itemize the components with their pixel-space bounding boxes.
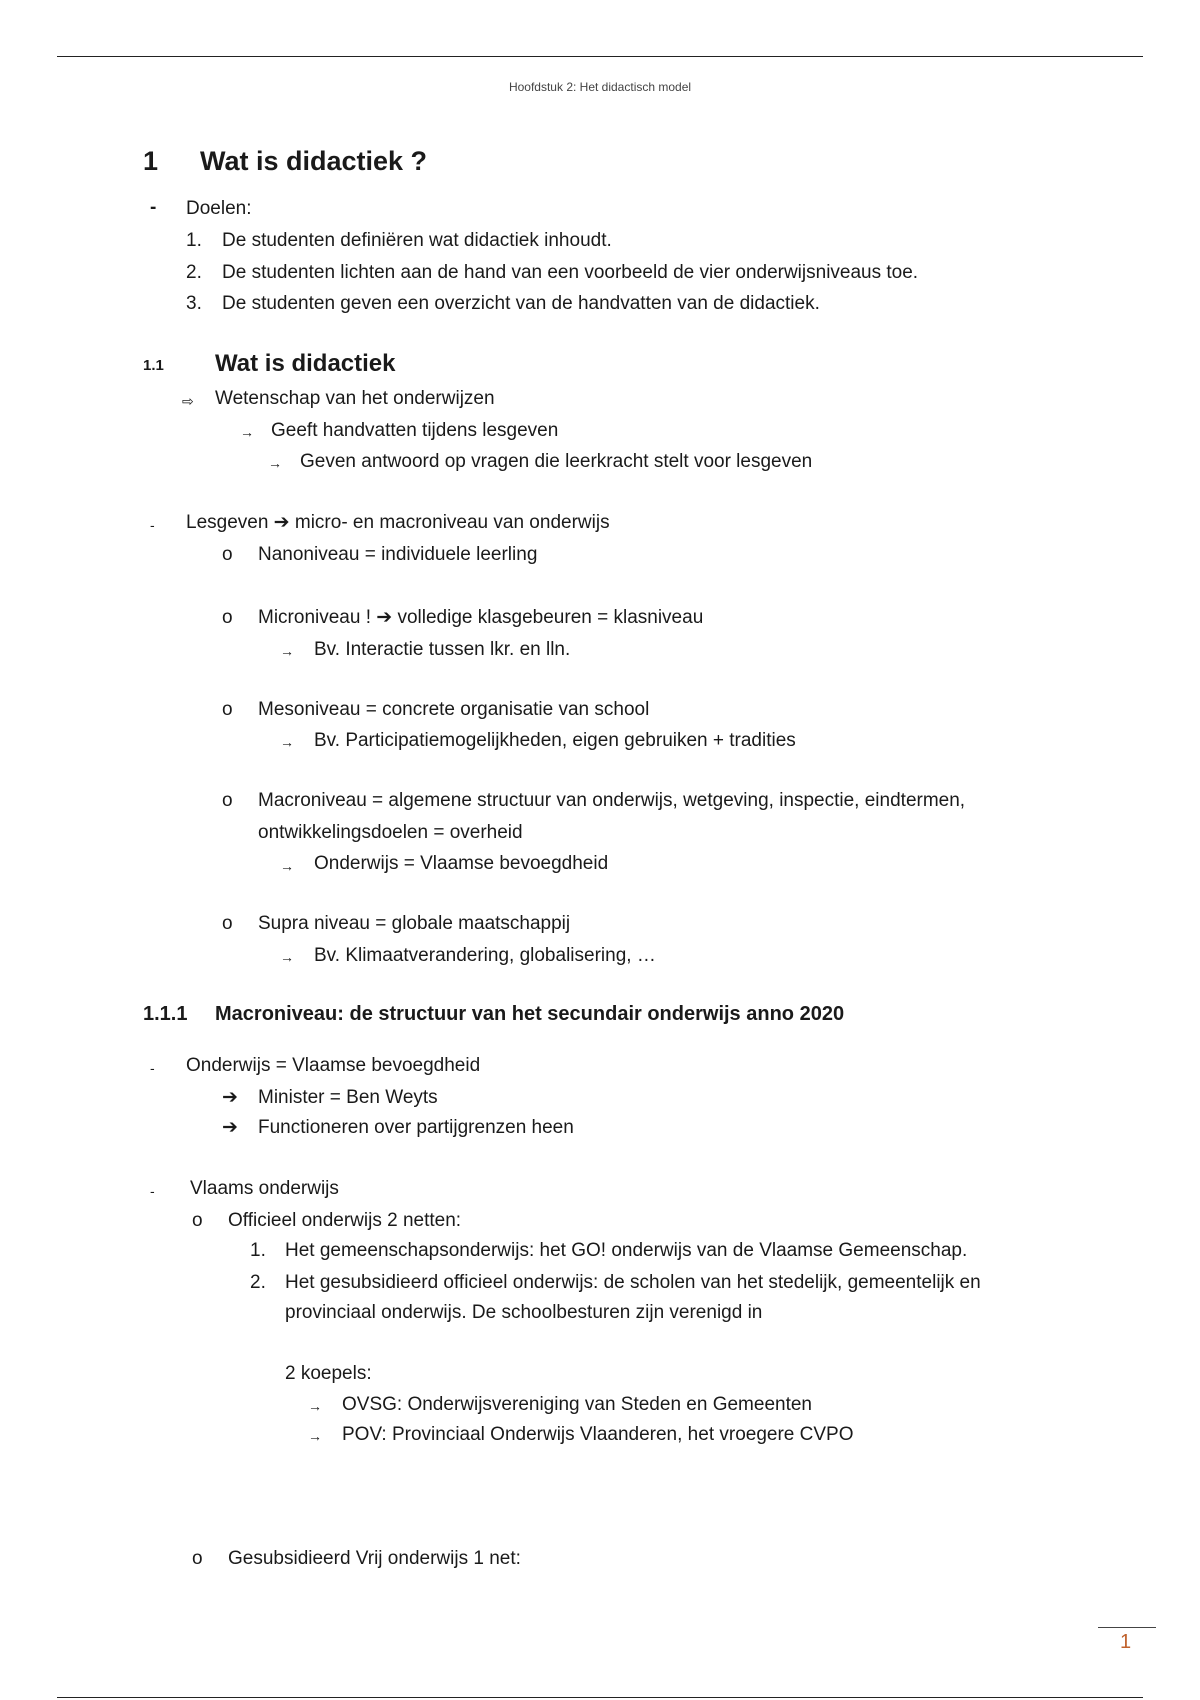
dash-bullet: - [150,517,155,533]
structure-minister: Minister = Ben Weyts [258,1087,438,1108]
running-header: Hoofdstuk 2: Het didactisch model [508,80,692,94]
arrow-icon: → [280,858,294,874]
level-meso-example: Bv. Participatiemogelijkheden, eigen gebruiken + tradities [314,730,796,751]
arrow-icon: → [268,455,282,471]
heading1-title: Wat is didactiek ? [200,146,428,176]
page-number: 1 [1120,1631,1132,1653]
goal-item: De studenten lichten aan de hand van een voorbeeld de vier onderwijsniveaus toe. [222,262,919,283]
official-number-2: 2. [250,1272,266,1293]
structure-function: Functioneren over partijgrenzen heen [258,1117,574,1138]
heading1-number: 1 [143,146,159,176]
arrow-icon: → [280,949,294,965]
dash-bullet: - [150,1060,155,1076]
goal-number-1: 1. [186,230,202,251]
goals-label: Doelen: [186,198,252,219]
heading2-title: Wat is didactiek [215,350,396,377]
circle-bullet: o [222,607,233,628]
level-macro-line2: ontwikkelingsdoelen = overheid [258,822,523,843]
heading3-number: 1.1.1 [143,1003,188,1025]
goal-item: De studenten definiëren wat didactiek inhoudt. [222,230,612,251]
heading2-number: 1.1 [143,357,164,374]
dash-bullet: - [150,1183,155,1199]
official-item-continued: provinciaal onderwijs. De schoolbesturen zijn verenigd in [285,1302,763,1323]
definition-main: Wetenschap van het onderwijzen [215,388,495,409]
structure-competence: Onderwijs = Vlaamse bevoegdheid [186,1055,481,1076]
circle-bullet: o [222,790,233,811]
level-nano: Nanoniveau = individuele leerling [258,544,538,565]
bold-arrow-icon: ➔ [222,1117,238,1138]
structure-official: Officieel onderwijs 2 netten: [228,1210,462,1231]
level-meso: Mesoniveau = concrete organisatie van school [258,699,650,720]
footer-rule [1098,1627,1156,1628]
arrow-icon: → [240,424,254,440]
header-rule [57,56,1143,57]
official-item: Het gesubsidieerd officieel onderwijs: de scholen van het stedelijk, gemeentelijk en [285,1272,981,1293]
circle-bullet: o [222,544,233,565]
level-supra: Supra niveau = globale maatschappij [258,913,571,934]
structure-free: Gesubsidieerd Vrij onderwijs 1 net: [228,1548,521,1569]
koepel-item: POV: Provinciaal Onderwijs Vlaanderen, het vroegere CVPO [342,1424,854,1445]
circle-bullet: o [192,1210,203,1231]
level-macro-example: Onderwijs = Vlaamse bevoegdheid [314,853,609,874]
dash-bullet: - [150,197,157,218]
circle-bullet: o [222,699,233,720]
koepels-label: 2 koepels: [285,1363,372,1384]
levels-intro: Lesgeven ➔ micro- en macroniveau van onderwijs [186,512,610,533]
official-item: Het gemeenschapsonderwijs: het GO! onderwijs van de Vlaamse Gemeenschap. [285,1240,968,1261]
level-macro-line1: Macroniveau = algemene structuur van onderwijs, wetgeving, inspectie, eindtermen, [258,790,966,811]
goal-number-2: 2. [186,262,202,283]
arrow-icon: → [280,734,294,750]
arrow-icon: → [280,643,294,659]
definition-sub1: Geeft handvatten tijdens lesgeven [271,420,559,441]
level-micro-example: Bv. Interactie tussen lkr. en lln. [314,639,571,660]
arrow-icon: → [308,1428,322,1444]
official-number-1: 1. [250,1240,266,1261]
bold-arrow-icon: ➔ [222,1087,238,1108]
bottom-rule [57,1697,1143,1698]
definition-sub2: Geven antwoord op vragen die leerkracht stelt voor lesgeven [300,451,813,472]
goal-item: De studenten geven een overzicht van de handvatten van de didactiek. [222,293,820,314]
level-supra-example: Bv. Klimaatverandering, globalisering, … [314,945,656,966]
heading3-title: Macroniveau: de structuur van het secundair onderwijs anno 2020 [215,1003,845,1025]
arrow-icon: → [308,1398,322,1414]
goal-number-3: 3. [186,293,202,314]
level-micro: Microniveau ! ➔ volledige klasgebeuren = klasniveau [258,607,704,628]
circle-bullet: o [222,913,233,934]
outline-arrow-icon: ⇨ [182,393,194,409]
structure-flemish: Vlaams onderwijs [190,1178,339,1199]
koepel-item: OVSG: Onderwijsvereniging van Steden en Gemeenten [342,1394,812,1415]
circle-bullet: o [192,1548,203,1569]
